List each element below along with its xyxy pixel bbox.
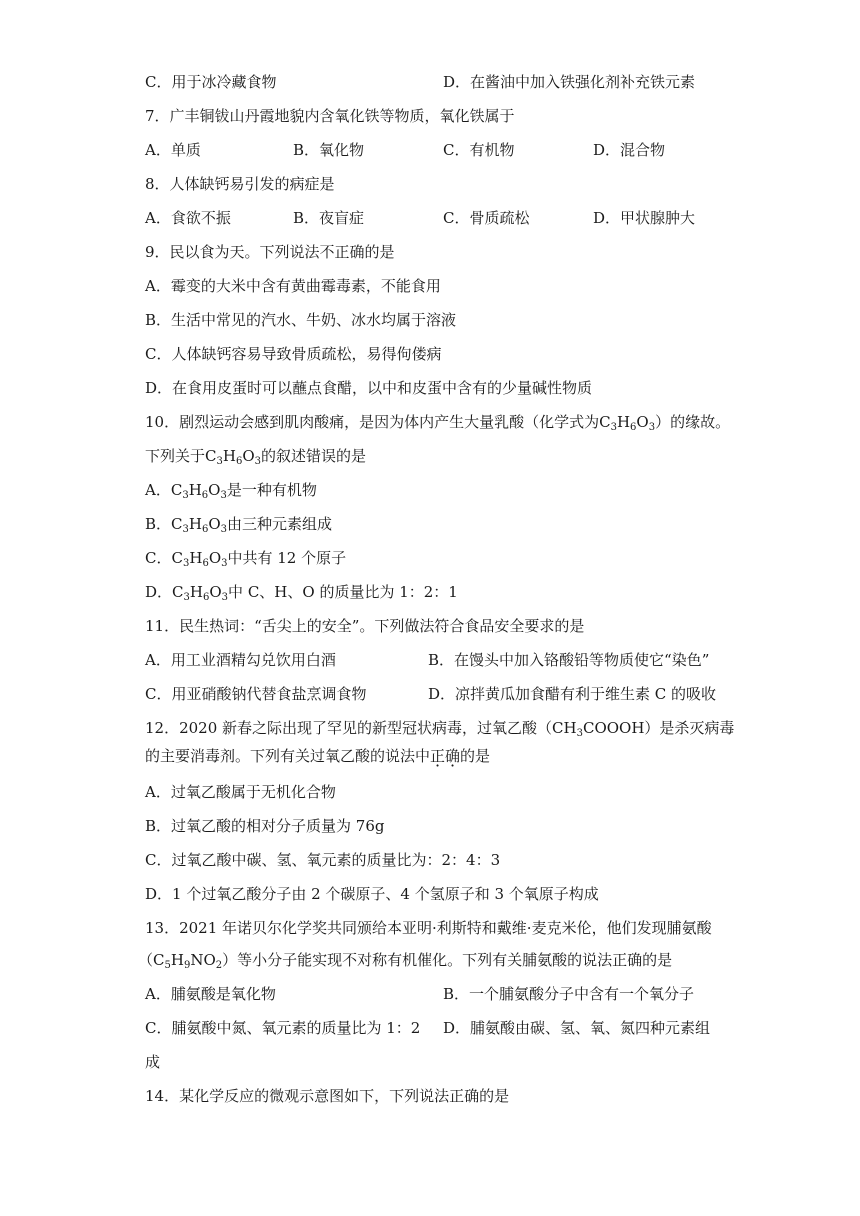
q6-option-c: C．用于冰冷藏食物 bbox=[145, 73, 277, 91]
q10-option-b: B．$C_3H_6O_3$由三种元素组成 bbox=[145, 515, 333, 535]
q13-option-c: C．脯氨酸中氮、氧元素的质量比为 1：2 bbox=[145, 1019, 421, 1037]
q9-option-a: A．霉变的大米中含有黄曲霉毒素，不能食用 bbox=[145, 277, 441, 295]
emphasis-dot-char: 确 bbox=[445, 747, 461, 765]
q9-option-c: C．人体缺钙容易导致骨质疏松，易得佝偻病 bbox=[145, 345, 442, 363]
q9-option-b: B．生活中常见的汽水、牛奶、冰水均属于溶液 bbox=[145, 311, 457, 329]
q8-option-a: A．食欲不振 bbox=[145, 209, 231, 227]
q11-option-c: C．用亚硝酸钠代替食盐烹调食物 bbox=[145, 685, 367, 703]
q12-option-a: A．过氧乙酸属于无机化合物 bbox=[145, 783, 336, 801]
q8-stem: 8．人体缺钙易引发的病症是 bbox=[145, 175, 335, 193]
q9-option-d: D．在食用皮蛋时可以蘸点食醋，以中和皮蛋中含有的少量碱性物质 bbox=[145, 379, 593, 397]
q7-option-b: B．氧化物 bbox=[293, 141, 365, 159]
q11-stem: 11．民生热词：“舌尖上的安全”。下列做法符合食品安全要求的是 bbox=[145, 617, 585, 635]
q6-option-d: D．在酱油中加入铁强化剂补充铁元素 bbox=[443, 73, 696, 91]
q13-option-d-wrap: 成 bbox=[145, 1053, 161, 1071]
q10-stem-line1: 10．剧烈运动会感到肌肉酸痛，是因为体内产生大量乳酸（化学式为$C_3H_6O_3$）的缘故。 bbox=[145, 413, 731, 433]
q12-option-c: C．过氧乙酸中碳、氢、氧元素的质量比为：2：4：3 bbox=[145, 851, 501, 869]
q7-option-a: A．单质 bbox=[145, 141, 201, 159]
q7-stem: 7．广丰铜钹山丹霞地貌内含氧化铁等物质，氧化铁属于 bbox=[145, 107, 515, 125]
q14-stem: 14．某化学反应的微观示意图如下，下列说法正确的是 bbox=[145, 1087, 510, 1105]
q10-option-c: C．$C_3H_6O_3$中共有 12 个原子 bbox=[145, 549, 347, 569]
q7-option-d: D．混合物 bbox=[593, 141, 666, 159]
q8-option-c: C．骨质疏松 bbox=[443, 209, 530, 227]
q12-stem-line2: 的主要消毒剂。下列有关过氧乙酸的说法中正确的是 bbox=[145, 747, 491, 765]
emphasis-dot-char: 正 bbox=[430, 747, 446, 765]
lactic-acid-formula: $C_3H_6O_3$ bbox=[599, 413, 656, 433]
q12-option-d: D．1 个过氧乙酸分子由 2 个碳原子、4 个氢原子和 3 个氧原子构成 bbox=[145, 885, 599, 903]
q12-option-b: B．过氧乙酸的相对分子质量为 76g bbox=[145, 817, 385, 835]
q13-option-d: D．脯氨酸由碳、氢、氧、氮四种元素组 bbox=[443, 1019, 711, 1037]
q11-option-d: D．凉拌黄瓜加食醋有利于维生素 C 的吸收 bbox=[428, 685, 717, 703]
q11-option-a: A．用工业酒精勾兑饮用白酒 bbox=[145, 651, 336, 669]
q13-option-a: A．脯氨酸是氧化物 bbox=[145, 985, 276, 1003]
q9-stem: 9．民以食为天。下列说法不正确的是 bbox=[145, 243, 395, 261]
q13-option-b: B．一个脯氨酸分子中含有一个氧分子 bbox=[443, 985, 695, 1003]
q7-option-c: C．有机物 bbox=[443, 141, 515, 159]
q8-option-d: D．甲状腺肿大 bbox=[593, 209, 696, 227]
q10-stem-line2: 下列关于$C_3H_6O_3$的叙述错误的是 bbox=[145, 447, 367, 467]
q8-option-b: B．夜盲症 bbox=[293, 209, 365, 227]
q13-stem-line2: $(C_5H_9NO_2)$等小分子能实现不对称有机催化。下列有关脯氨酸的说法正确的是 bbox=[138, 951, 673, 971]
q10-option-d: D．$C_3H_6O_3$中 C、H、O 的质量比为 1：2：1 bbox=[145, 583, 458, 603]
q11-option-b: B．在馒头中加入铬酸铅等物质使它“染色” bbox=[428, 651, 710, 669]
q13-stem-line1: 13．2021 年诺贝尔化学奖共同颁给本亚明·利斯特和戴维·麦克米伦，他们发现脯氨酸 bbox=[145, 919, 712, 937]
q12-stem-line1: 12．2020 新春之际出现了罕见的新型冠状病毒，过氧乙酸$(CH_3COOOH)$是杀灭病毒 bbox=[145, 719, 735, 739]
q10-option-a: A．$C_3H_6O_3$是一种有机物 bbox=[145, 481, 317, 501]
